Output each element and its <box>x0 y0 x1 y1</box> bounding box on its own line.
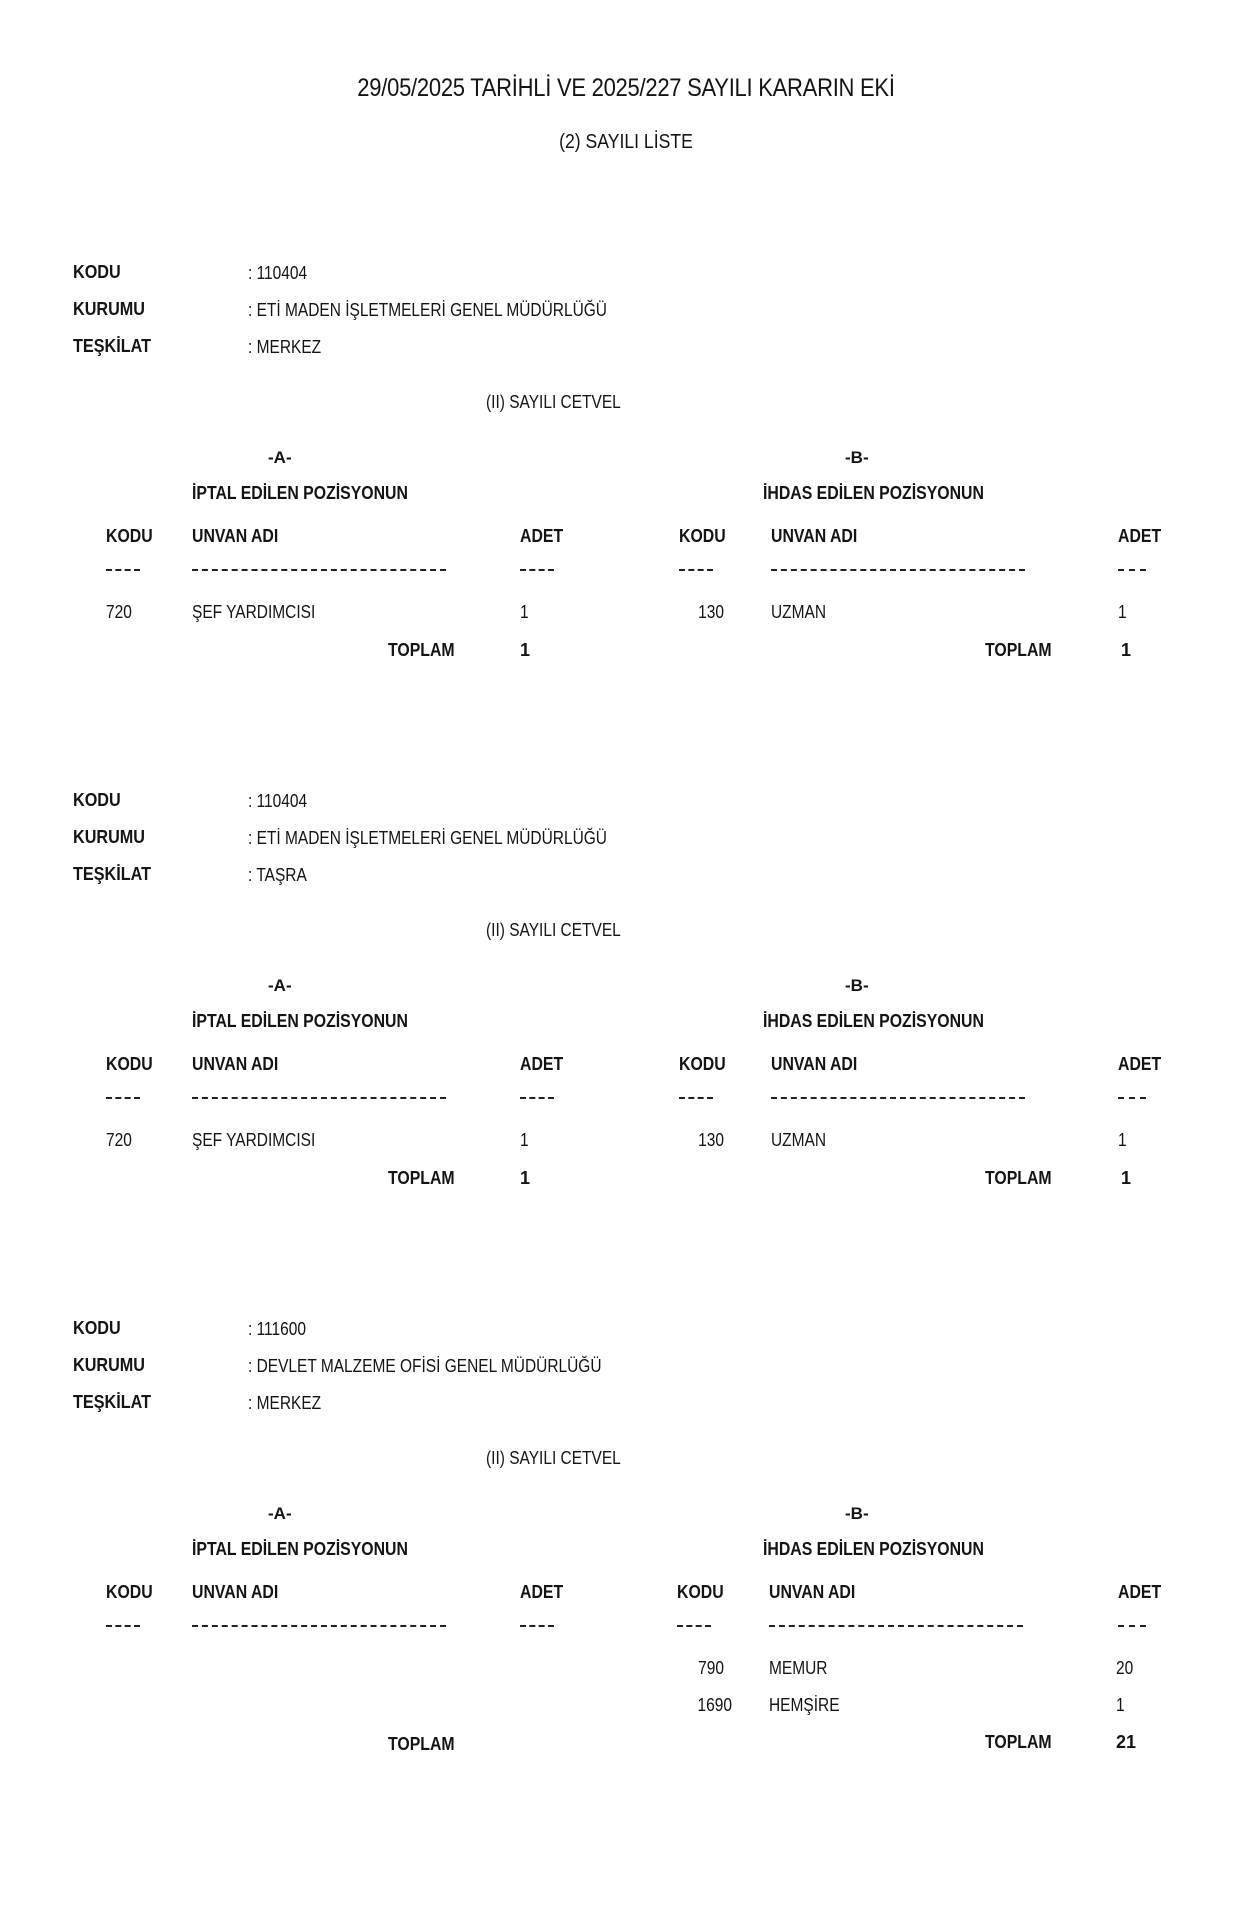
kurumu-label: KURUMU <box>73 827 145 847</box>
ihdas-col-adet: ADET <box>1118 526 1162 546</box>
iptal-col-unvan: UNVAN ADI <box>192 1582 279 1602</box>
kodu-label: KODU <box>73 1318 121 1338</box>
iptal-row-adet: 1 <box>520 602 529 622</box>
separator <box>1118 1625 1146 1627</box>
kurumu-label: KURUMU <box>73 1355 145 1375</box>
ihdas-row-unvan: HEMŞİRE <box>769 1695 840 1715</box>
iptal-caption: İPTAL EDİLEN POZİSYONUN <box>192 1011 408 1031</box>
ihdas-col-kodu: KODU <box>679 1054 726 1074</box>
iptal-col-unvan: UNVAN ADI <box>192 526 279 546</box>
iptal-col-kodu: KODU <box>106 526 153 546</box>
separator <box>520 1625 554 1627</box>
iptal-toplam-value: 1 <box>520 640 531 660</box>
ihdas-col-unvan: UNVAN ADI <box>771 526 858 546</box>
ihdas-toplam-value: 1 <box>1121 1168 1132 1188</box>
separator <box>106 1625 140 1627</box>
separator <box>679 1097 713 1099</box>
ihdas-toplam-label: TOPLAM <box>985 1168 1052 1188</box>
separator <box>192 1097 446 1099</box>
iptal-row-adet: 1 <box>520 1130 529 1150</box>
iptal-col-adet: ADET <box>520 526 564 546</box>
kodu-value: : 110404 <box>248 791 308 811</box>
ihdas-toplam-value: 21 <box>1116 1732 1137 1752</box>
section-2 <box>0 790 1252 1210</box>
separator <box>520 1097 554 1099</box>
kurumu-label: KURUMU <box>73 299 145 319</box>
teskilat-label: TEŞKİLAT <box>73 336 152 356</box>
iptal-toplam-value: 1 <box>520 1168 531 1188</box>
iptal-caption: İPTAL EDİLEN POZİSYONUN <box>192 1539 408 1559</box>
iptal-col-unvan: UNVAN ADI <box>192 1054 279 1074</box>
teskilat-value: : MERKEZ <box>248 337 322 357</box>
iptal-col-adet: ADET <box>520 1054 564 1074</box>
separator <box>520 569 554 571</box>
iptal-col-kodu: KODU <box>106 1582 153 1602</box>
separator <box>106 569 140 571</box>
separator <box>771 1097 1025 1099</box>
separator <box>679 569 713 571</box>
iptal-toplam-label: TOPLAM <box>388 1734 455 1754</box>
section-3 <box>0 1318 1252 1768</box>
ihdas-col-adet: ADET <box>1118 1054 1162 1074</box>
ihdas-caption: İHDAS EDİLEN POZİSYONUN <box>763 483 984 503</box>
iptal-row-kodu: 720 <box>106 1130 132 1150</box>
iptal-col-kodu: KODU <box>106 1054 153 1074</box>
iptal-col-adet: ADET <box>520 1582 564 1602</box>
ihdas-row-adet: 20 <box>1116 1658 1134 1678</box>
kodu-value: : 111600 <box>248 1319 306 1339</box>
part-b-label: -B- <box>845 976 869 995</box>
iptal-caption: İPTAL EDİLEN POZİSYONUN <box>192 483 408 503</box>
kurumu-value: : DEVLET MALZEME OFİSİ GENEL MÜDÜRLÜĞÜ <box>248 1356 602 1376</box>
ihdas-row-adet: 1 <box>1118 602 1127 622</box>
part-a-label: -A- <box>268 448 292 467</box>
document-title: 29/05/2025 TARİHLİ VE 2025/227 SAYILI KARARIN EKİ <box>357 74 895 102</box>
kodu-label: KODU <box>73 262 121 282</box>
ihdas-col-kodu: KODU <box>677 1582 724 1602</box>
separator <box>192 569 446 571</box>
part-b-label: -B- <box>845 448 869 467</box>
ihdas-toplam-label: TOPLAM <box>985 1732 1052 1752</box>
cetvel-title: (II) SAYILI CETVEL <box>486 920 621 940</box>
part-a-label: -A- <box>268 976 292 995</box>
kodu-value: : 110404 <box>248 263 308 283</box>
kurumu-value: : ETİ MADEN İŞLETMELERİ GENEL MÜDÜRLÜĞÜ <box>248 828 607 848</box>
ihdas-row-unvan: MEMUR <box>769 1658 828 1678</box>
ihdas-col-unvan: UNVAN ADI <box>771 1054 858 1074</box>
ihdas-toplam-label: TOPLAM <box>985 640 1052 660</box>
separator <box>771 569 1025 571</box>
separator <box>1118 1097 1146 1099</box>
ihdas-caption: İHDAS EDİLEN POZİSYONUN <box>763 1011 984 1031</box>
teskilat-label: TEŞKİLAT <box>73 1392 152 1412</box>
ihdas-row-kodu: 790 <box>698 1658 724 1678</box>
ihdas-caption: İHDAS EDİLEN POZİSYONUN <box>763 1539 984 1559</box>
document-subtitle: (2) SAYILI LİSTE <box>559 131 693 153</box>
ihdas-toplam-value: 1 <box>1121 640 1132 660</box>
ihdas-row-unvan: UZMAN <box>771 1130 827 1150</box>
separator <box>677 1625 711 1627</box>
ihdas-col-adet: ADET <box>1118 1582 1162 1602</box>
iptal-toplam-label: TOPLAM <box>388 640 455 660</box>
cetvel-title: (II) SAYILI CETVEL <box>486 392 621 412</box>
separator <box>1118 569 1146 571</box>
part-b-label: -B- <box>845 1504 869 1523</box>
cetvel-title: (II) SAYILI CETVEL <box>486 1448 621 1468</box>
separator <box>192 1625 446 1627</box>
ihdas-row-adet: 1 <box>1118 1130 1127 1150</box>
separator <box>106 1097 140 1099</box>
ihdas-row-unvan: UZMAN <box>771 602 827 622</box>
kodu-label: KODU <box>73 790 121 810</box>
ihdas-col-kodu: KODU <box>679 526 726 546</box>
ihdas-row-adet: 1 <box>1116 1695 1125 1715</box>
section-1 <box>0 262 1252 682</box>
iptal-row-unvan: ŞEF YARDIMCISI <box>192 1130 316 1150</box>
ihdas-row-kodu: 130 <box>698 1130 724 1150</box>
ihdas-col-unvan: UNVAN ADI <box>769 1582 856 1602</box>
iptal-row-unvan: ŞEF YARDIMCISI <box>192 602 316 622</box>
part-a-label: -A- <box>268 1504 292 1523</box>
ihdas-row-kodu: 1690 <box>697 1695 732 1715</box>
iptal-toplam-label: TOPLAM <box>388 1168 455 1188</box>
iptal-row-kodu: 720 <box>106 602 132 622</box>
kurumu-value: : ETİ MADEN İŞLETMELERİ GENEL MÜDÜRLÜĞÜ <box>248 300 607 320</box>
teskilat-value: : TAŞRA <box>248 865 307 885</box>
ihdas-row-kodu: 130 <box>698 602 724 622</box>
teskilat-label: TEŞKİLAT <box>73 864 152 884</box>
separator <box>769 1625 1023 1627</box>
teskilat-value: : MERKEZ <box>248 1393 322 1413</box>
